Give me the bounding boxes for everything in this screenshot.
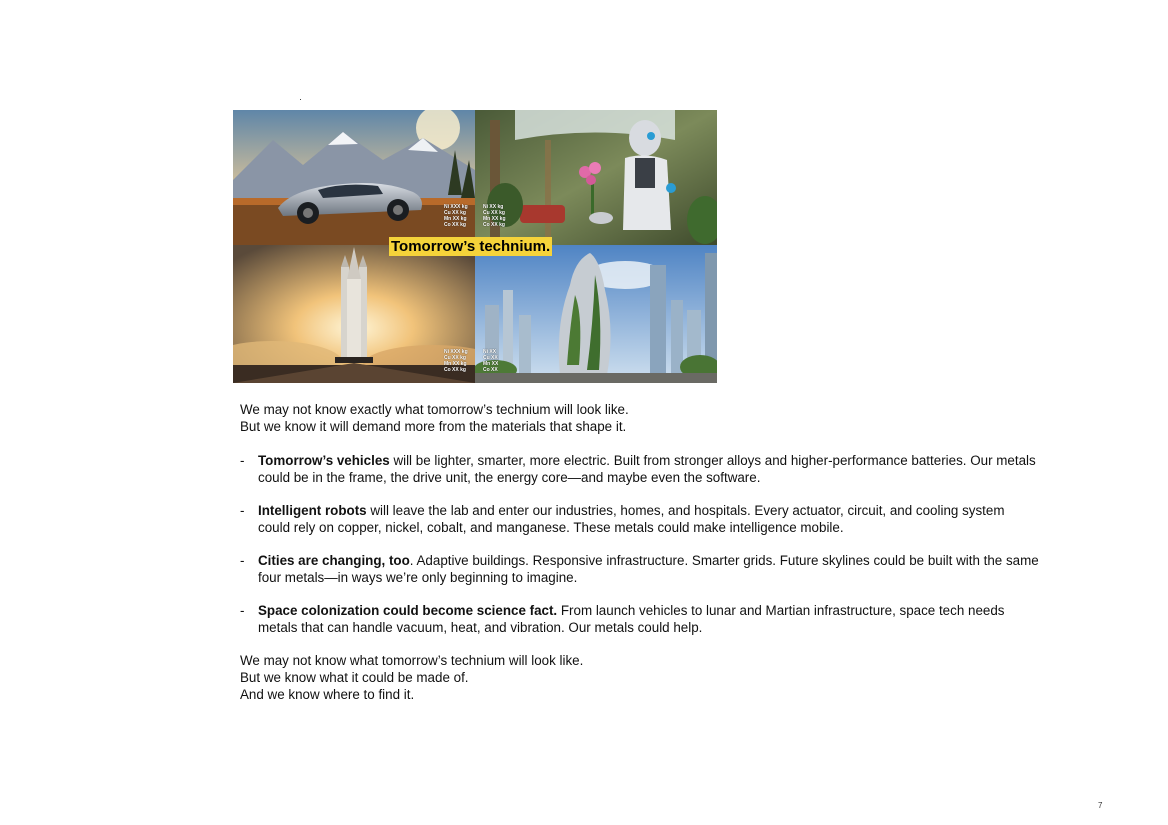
bullet-heading: Space colonization could become science fact.: [258, 603, 558, 618]
robot-image: [475, 110, 717, 245]
rocket-image: [233, 245, 475, 383]
rocket-metal-list: [444, 349, 468, 373]
bullet-body: will leave the lab and enter our industries, homes, and hospitals. Every actuator, circuit, and cooling system could rely on copper, nickel, cobalt, and manganese. These metals could make intelligence mobile.: [258, 503, 1005, 535]
bullet-heading: Intelligent robots: [258, 503, 367, 518]
outro: [240, 652, 1040, 703]
car-image: [233, 110, 475, 245]
body-copy: [240, 401, 1040, 703]
outro-line-1: We may not know what tomorrow’s technium will look like.: [240, 653, 584, 668]
bullet-space: [240, 602, 1040, 636]
metal-cu-label: Cu XX kg: [444, 210, 466, 216]
metal-cu-label: Cu XX: [483, 355, 498, 361]
bullet-body: . Adaptive buildings. Responsive infrastructure. Smarter grids. Future skylines could be built with the same four metals—in ways we’re only beginning to imagine.: [258, 553, 1039, 585]
bullet-robots: [240, 502, 1040, 536]
car-metal-list: [444, 204, 468, 228]
metal-co-label: Co XX kg: [444, 367, 466, 373]
city-image: [475, 245, 717, 383]
metal-cu-label: Cu XX kg: [483, 210, 505, 216]
bullet-marker: -: [240, 503, 245, 518]
bullet-marker: -: [240, 603, 245, 618]
collage-headline: Tomorrow’s technium.: [391, 238, 551, 255]
metal-mn-label: Mn XX: [483, 361, 499, 367]
outro-line-3: And we know where to find it.: [240, 687, 415, 702]
metal-ni-label: Ni XXX kg: [444, 204, 468, 210]
metal-mn-label: Mn XX kg: [444, 216, 467, 222]
intro-line-1: We may not know exactly what tomorrow’s technium will look like.: [240, 402, 629, 417]
bullet-body: From launch vehicles to lunar and Martian infrastructure, space tech needs metals that can handle vacuum, heat, and vibration. Our metals could help.: [258, 603, 1005, 635]
bullet-cities: [240, 552, 1040, 586]
metal-ni-label: Ni XXX kg: [444, 349, 468, 355]
page-number: 7: [1098, 801, 1103, 810]
bullet-marker: -: [240, 453, 245, 468]
bullet-heading: Cities are changing, too: [258, 553, 410, 568]
bullet-body: will be lighter, smarter, more electric. Built from stronger alloys and higher-performance batteries. Our metals could be in the frame, the drive unit, the energy core—and maybe even the software.: [258, 453, 1036, 485]
city-metal-list: [483, 349, 498, 373]
intro-line-2: But we know it will demand more from the materials that shape it.: [240, 419, 627, 434]
metal-cu-label: Cu XX kg: [444, 355, 466, 361]
bullet-vehicles: [240, 452, 1040, 486]
stray-mark: [300, 99, 301, 100]
outro-line-2: But we know what it could be made of.: [240, 670, 469, 685]
metal-co-label: Co XX kg: [483, 222, 505, 228]
bullet-list: [240, 452, 1040, 636]
metal-co-label: Co XX kg: [444, 222, 466, 228]
bullet-heading: Tomorrow’s vehicles: [258, 453, 390, 468]
robot-metal-list: [483, 204, 506, 228]
metal-co-label: Co XX: [483, 367, 498, 373]
metal-mn-label: Mn XX kg: [483, 216, 506, 222]
metal-ni-label: Ni XX: [483, 349, 497, 355]
bullet-marker: -: [240, 553, 245, 568]
metal-ni-label: Ni XX kg: [483, 204, 504, 210]
metal-mn-label: Mn XX kg: [444, 361, 467, 367]
